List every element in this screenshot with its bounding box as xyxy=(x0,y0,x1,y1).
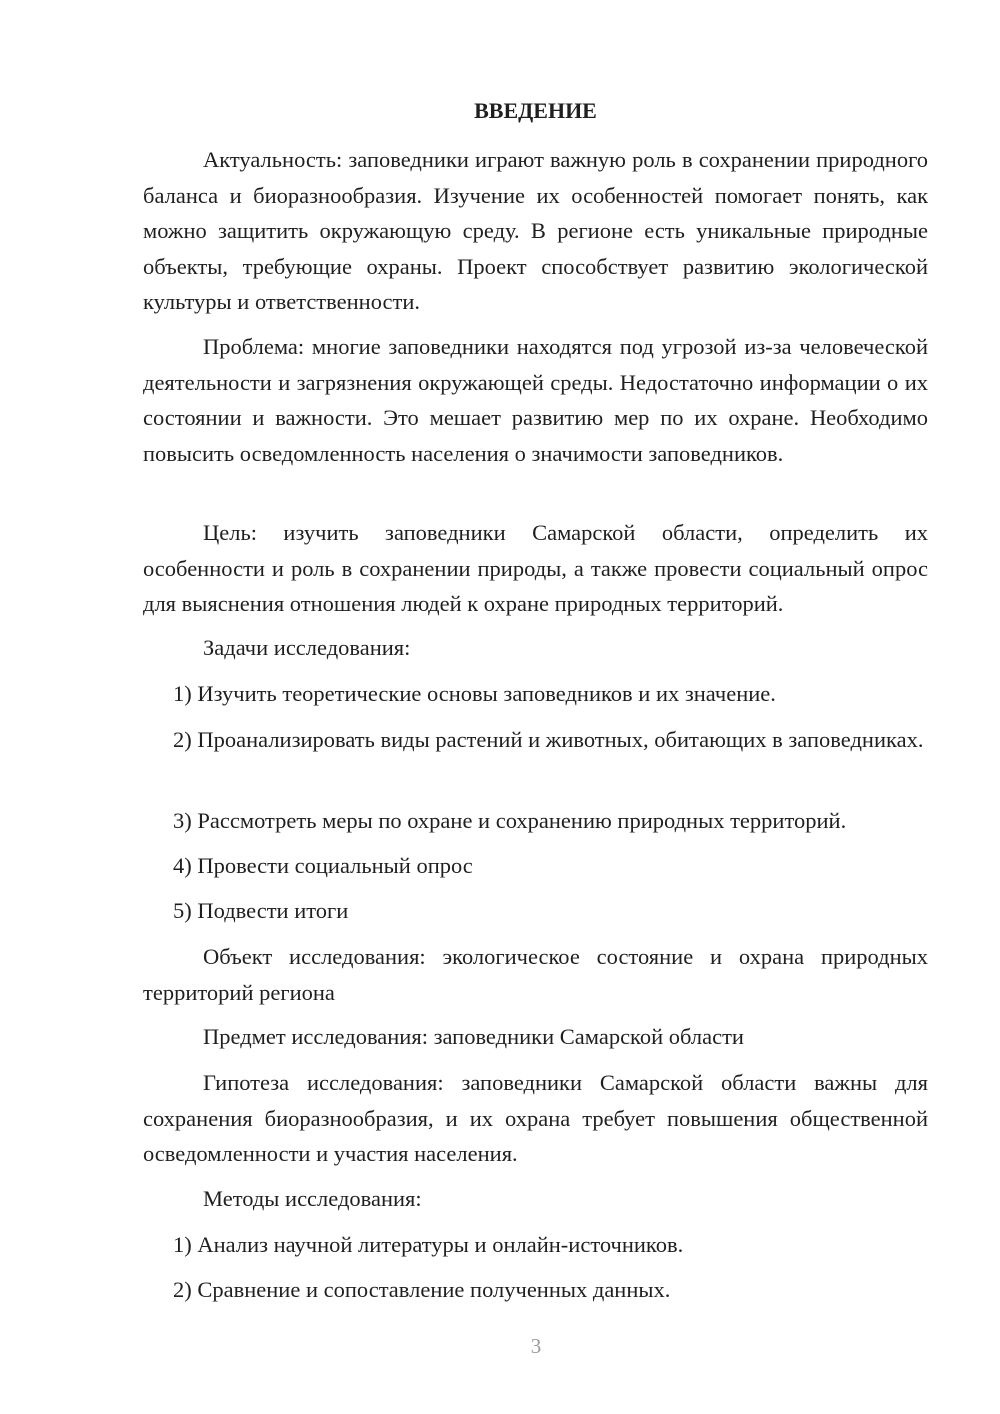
task-item-2: 2) Проанализировать виды растений и животных, обитающих в заповедниках. xyxy=(173,727,924,752)
paragraph-relevance: Актуальность: заповедники играют важную роль в сохранении природного баланса и биоразнообразия. Изучение их особенностей помогает понять, как можно защитить окружающую среду. В регионе есть уникальные природные объекты, требующие охраны. Проект способствует развитию экологической культуры и ответственности. xyxy=(143,147,928,314)
method-item-1: 1) Анализ научной литературы и онлайн-источников. xyxy=(173,1232,684,1257)
paragraph-object: Объект исследования: экологическое состояние и охрана природных территорий региона xyxy=(143,944,928,1005)
paragraph-subject: Предмет исследования: заповедники Самарской области xyxy=(203,1024,744,1049)
paragraph-goal: Цель: изучить заповедники Самарской области, определить их особенности и роль в сохранении природы, а также провести социальный опрос для выяснения отношения людей к охране природных территорий. xyxy=(143,520,928,616)
task-item-4: 4) Провести социальный опрос xyxy=(173,853,473,878)
page-number: 3 xyxy=(530,1334,542,1358)
paragraph-hypothesis: Гипотеза исследования: заповедники Самарской области важны для сохранения биоразнообразия, и их охрана требует повышения общественной осведомленности и участия населения. xyxy=(143,1070,928,1166)
task-item-3: 3) Рассмотреть меры по охране и сохранению природных территорий. xyxy=(173,808,847,833)
method-item-2: 2) Сравнение и сопоставление полученных данных. xyxy=(173,1277,671,1302)
section-title: ВВЕДЕНИЕ xyxy=(474,98,597,123)
paragraph-problem: Проблема: многие заповедники находятся под угрозой из-за человеческой деятельности и загрязнения окружающей среды. Недостаточно информации о их состоянии и важности. Это мешает развитию мер по их охране. Необходимо повысить осведомленность населения о значимости заповедников. xyxy=(143,334,928,466)
task-item-1: 1) Изучить теоретические основы заповедников и их значение. xyxy=(173,681,776,706)
tasks-heading: Задачи исследования: xyxy=(203,635,411,660)
task-item-5: 5) Подвести итоги xyxy=(173,898,349,923)
methods-heading: Методы исследования: xyxy=(203,1186,422,1211)
